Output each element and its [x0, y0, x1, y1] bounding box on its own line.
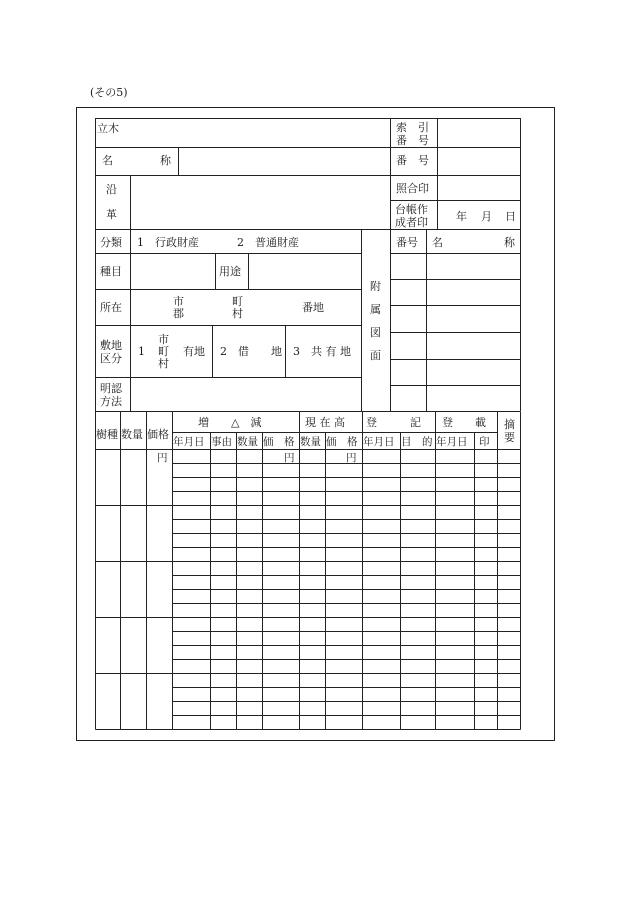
yen-unit-current-price: 円	[346, 452, 357, 464]
classification-label: 分類	[100, 236, 122, 249]
classification-option-1: 1 行政財産	[137, 236, 199, 249]
land-class-owned: 有地	[183, 345, 205, 358]
yen-unit-price: 円	[157, 452, 168, 464]
tree-sub-rec-date: 年月日	[436, 436, 468, 448]
page-label: (その5)	[90, 86, 128, 99]
tree-group-current: 現 在 高	[305, 416, 345, 429]
history-label-2: 革	[106, 208, 117, 221]
attached-name-header-1: 名	[432, 236, 443, 249]
attached-number-header: 番号	[396, 236, 418, 249]
proof-label-1: 明認	[100, 382, 122, 395]
use-label: 用途	[219, 265, 241, 278]
yen-unit-change-price: 円	[284, 452, 295, 464]
land-class-city: 市	[158, 333, 169, 346]
tree-sub-reason: 事由	[211, 436, 232, 448]
tree-col-summary-2: 要	[504, 431, 515, 444]
tree-sub-cur-price: 価 格	[326, 436, 358, 448]
land-class-town: 町	[158, 345, 169, 358]
tree-sub-price: 価 格	[263, 436, 295, 448]
item-type-label: 種目	[100, 265, 122, 278]
land-class-option-2: 2 借 地	[220, 345, 282, 358]
name-label-1: 名	[102, 154, 113, 167]
tree-col-species: 樹種	[96, 428, 118, 441]
tree-group-change: 増 △ 減	[198, 416, 262, 429]
ledger-label-1: 台帳作	[395, 203, 428, 216]
tree-sub-rec-seal: 印	[479, 436, 490, 448]
location-lot: 番地	[302, 301, 324, 314]
attached-label-2: 属	[370, 303, 381, 316]
index-label-1: 索 引	[396, 121, 429, 134]
date-day: 日	[505, 210, 516, 223]
location-city: 市	[173, 295, 184, 308]
ledger-label-2: 成者印	[395, 216, 428, 229]
land-class-option-3: 3 共 有 地	[293, 345, 351, 358]
tree-sub-reg-purpose: 目 的	[401, 436, 433, 448]
history-label-1: 沿	[106, 183, 117, 196]
form-title: 立木	[97, 122, 119, 135]
tree-group-register: 登 記	[366, 416, 421, 429]
seal-label: 照合印	[396, 182, 429, 195]
attached-label-1: 附	[370, 280, 381, 293]
name-label-2: 称	[160, 154, 171, 167]
date-year: 年	[456, 210, 467, 223]
date-month: 月	[481, 210, 492, 223]
tree-col-price: 価格	[147, 428, 169, 441]
tree-col-qty: 数量	[121, 428, 143, 441]
index-label-2: 番 号	[396, 134, 429, 147]
land-class-label-1: 敷地	[100, 339, 122, 352]
location-label: 所在	[100, 301, 122, 314]
tree-sub-qty: 数量	[237, 436, 258, 448]
tree-group-record: 登 載	[442, 416, 486, 429]
land-class-label-2: 区分	[100, 352, 122, 365]
location-village: 村	[232, 307, 243, 320]
classification-option-2: 2 普通財産	[237, 236, 299, 249]
attached-label-3: 図	[370, 326, 381, 339]
location-county: 郡	[173, 307, 184, 320]
location-town: 町	[232, 295, 243, 308]
land-class-village: 村	[158, 357, 169, 370]
number-label: 番 号	[396, 154, 429, 167]
proof-label-2: 方法	[100, 395, 122, 408]
attached-label-4: 面	[370, 349, 381, 362]
attached-name-header-2: 称	[504, 236, 515, 249]
land-class-num1: 1	[138, 345, 145, 358]
tree-sub-date: 年月日	[173, 436, 205, 448]
tree-col-summary-1: 摘	[504, 418, 515, 431]
tree-sub-reg-date: 年月日	[363, 436, 395, 448]
tree-sub-cur-qty: 数量	[300, 436, 321, 448]
